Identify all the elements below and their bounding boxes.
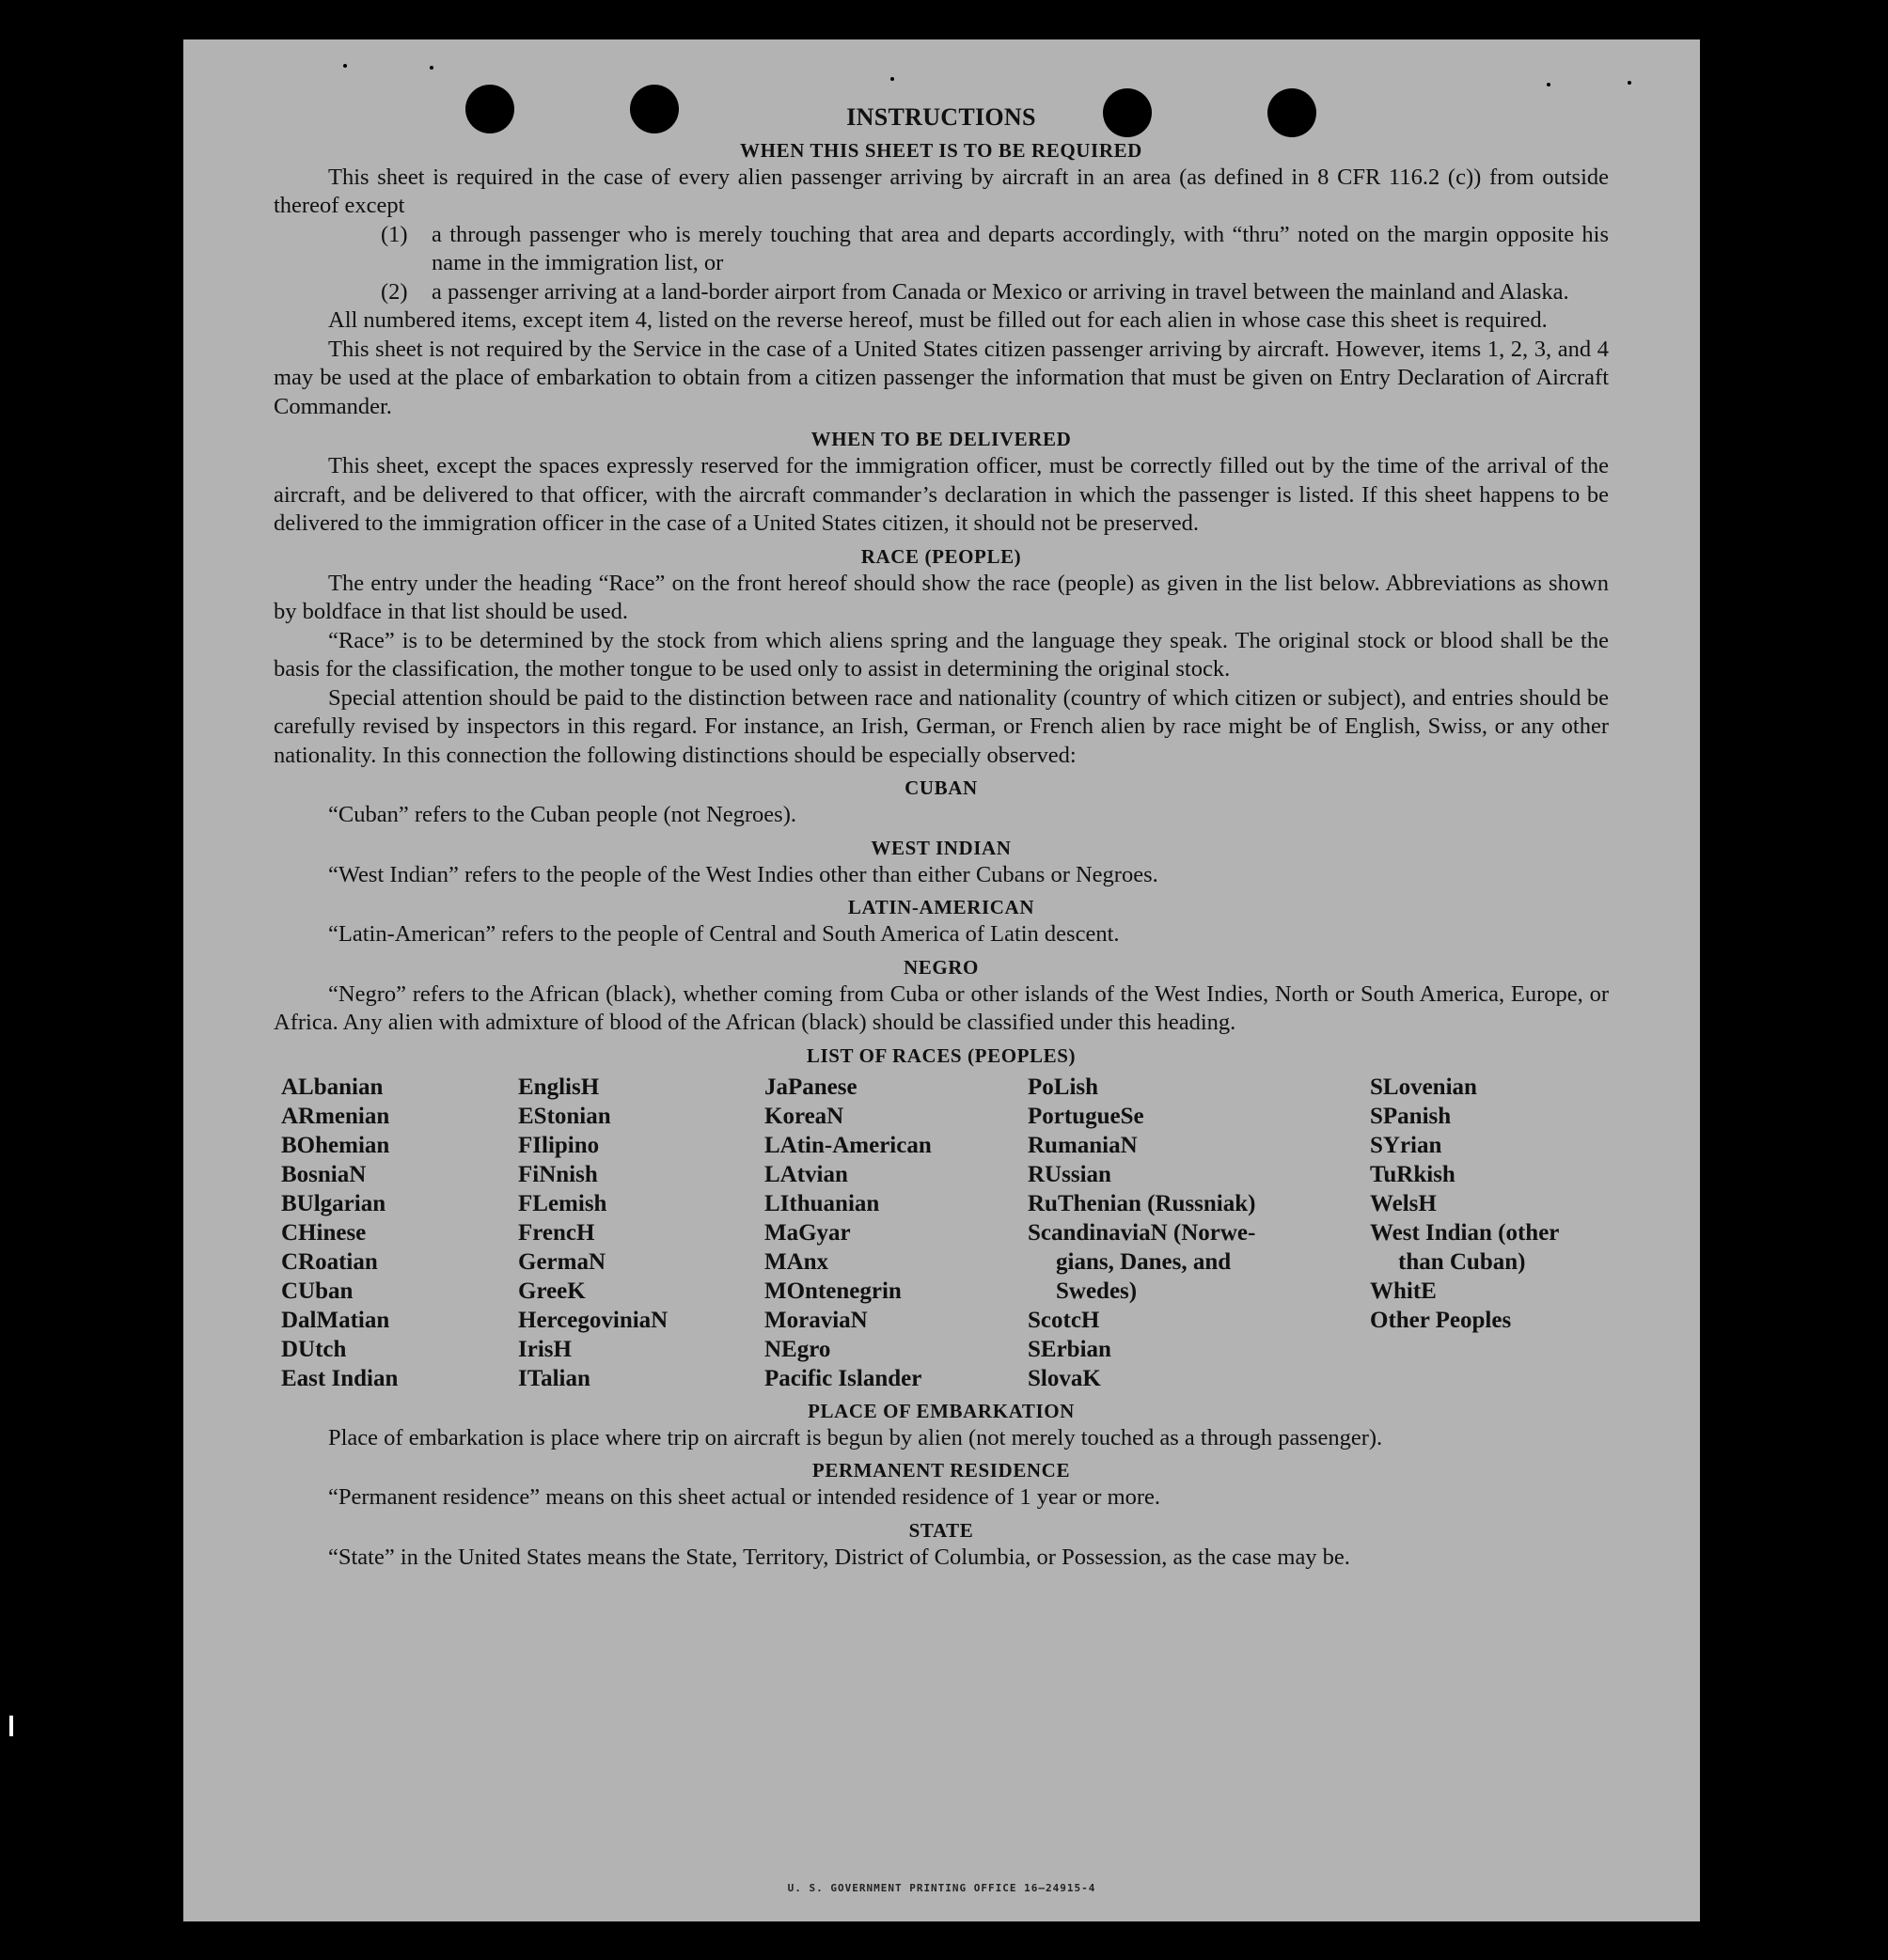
- race-entry: RuThenian (Russniak): [1028, 1190, 1256, 1216]
- race-entry: NEgro: [764, 1336, 831, 1362]
- race-entry: EStonian: [518, 1103, 611, 1129]
- race-entry: FrencH: [518, 1219, 595, 1246]
- race-entry: FIlipino: [518, 1132, 600, 1158]
- race-entry: MOntenegrin: [764, 1278, 902, 1304]
- race-entry: SErbian: [1028, 1336, 1111, 1362]
- race-entry: PoLish: [1028, 1074, 1099, 1100]
- speck: [343, 64, 347, 68]
- race-entry: IrisH: [518, 1336, 572, 1362]
- paragraph: Special attention should be paid to the distinction between race and nationality (country of which citizen or subject), and entries should be carefully revised by inspectors in this regard. For instance, an Irish, German, or French alien by race might be of English, Swiss, or any other nationality. In this connection the following distinctions should be especially observed:: [274, 684, 1609, 768]
- race-entry: BUlgarian: [281, 1190, 386, 1216]
- heading-when-required: WHEN THIS SHEET IS TO BE REQUIRED: [740, 138, 1142, 162]
- race-entry: FLemish: [518, 1190, 607, 1216]
- race-entry: BOhemian: [281, 1132, 390, 1158]
- race-entry: SYrian: [1370, 1132, 1442, 1158]
- race-entry: CRoatian: [281, 1248, 378, 1275]
- paragraph: “Race” is to be determined by the stock from which aliens spring and the language they speak. The original stock or blood shall be the basis for the classification, the mother tongue to be used only to assist in determining the original stock.: [274, 627, 1609, 682]
- speck: [430, 66, 433, 70]
- race-entry: ARmenian: [281, 1103, 390, 1129]
- race-entry: East Indian: [281, 1365, 399, 1391]
- paragraph: Place of embarkation is place where trip on aircraft is begun by alien (not merely touched as a through passenger).: [328, 1424, 1383, 1450]
- item-number: (2): [381, 278, 408, 305]
- heading-state: STATE: [908, 1518, 974, 1542]
- race-entry: LAtvian: [764, 1161, 848, 1187]
- paragraph: “Permanent residence” means on this sheet actual or intended residence of 1 year or more.: [328, 1484, 1161, 1510]
- race-column: [1370, 1073, 1616, 1393]
- paragraph: “Cuban” refers to the Cuban people (not Negroes).: [328, 802, 796, 827]
- race-entry: Pacific Islander: [764, 1365, 922, 1391]
- race-entry-continuation: Swedes): [1056, 1278, 1138, 1304]
- paragraph: This sheet, except the spaces expressly reserved for the immigration officer, must be correctly filled out by the time of the arrival of the aircraft, and be delivered to that officer, with the aircraft commander’s declaration in which the passenger is listed. If this sheet happens to be delivered to the immigration officer in the case of a United States citizen, it should not be preserved.: [274, 453, 1609, 536]
- printer-imprint: U. S. GOVERNMENT PRINTING OFFICE 16—24915-4: [787, 1882, 1096, 1894]
- race-entry: LAtin-American: [764, 1132, 932, 1158]
- race-entry: ScandinaviaN (Norwe-: [1028, 1219, 1256, 1246]
- race-entry: LIthuanian: [764, 1190, 880, 1216]
- paragraph: The entry under the heading “Race” on the front hereof should show the race (people) as given in the list below. Abbreviations as shown by boldface in that list should be used.: [274, 570, 1609, 624]
- paragraph: “State” in the United States means the State, Territory, District of Columbia, or Possession, as the case may be.: [328, 1544, 1350, 1570]
- race-column: [764, 1073, 1028, 1393]
- item-number: (1): [381, 221, 408, 247]
- race-entry: GermaN: [518, 1248, 606, 1275]
- race-entry: MAnx: [764, 1248, 829, 1275]
- instructions-content: [274, 103, 1609, 1572]
- race-entry: GreeK: [518, 1278, 586, 1304]
- page-title: INSTRUCTIONS: [846, 103, 1036, 131]
- race-entry: West Indian (other: [1370, 1219, 1560, 1246]
- heading-latin-american: LATIN-AMERICAN: [847, 896, 1035, 918]
- race-entry: WhitE: [1370, 1278, 1437, 1304]
- heading-west-indian: WEST INDIAN: [871, 836, 1012, 859]
- paragraph: “West Indian” refers to the people of the West Indies other than either Cubans or Negroes.: [328, 861, 1158, 887]
- paragraph: This sheet is required in the case of every alien passenger arriving by aircraft in an area (as defined in 8 CFR 116.2 (c)) from outside thereof except: [274, 164, 1609, 218]
- race-entry: WelsH: [1370, 1190, 1437, 1216]
- speck: [1547, 83, 1550, 86]
- heading-negro: NEGRO: [903, 955, 979, 979]
- race-entry: ALbanian: [281, 1074, 384, 1100]
- race-entry: PortugueSe: [1028, 1103, 1144, 1129]
- race-entry: RUssian: [1028, 1161, 1111, 1187]
- list-item: [274, 221, 1609, 278]
- heading-embarkation: PLACE OF EMBARKATION: [808, 1399, 1075, 1422]
- race-entry: ScotcH: [1028, 1307, 1100, 1333]
- paragraph: All numbered items, except item 4, listed on the reverse hereof, must be filled out for each alien in whose case this sheet is required.: [328, 307, 1548, 333]
- race-entry: SPanish: [1370, 1103, 1452, 1129]
- speck: [890, 77, 894, 81]
- list-item: [274, 278, 1609, 307]
- heading-list-of-races: LIST OF RACES (PEOPLES): [806, 1043, 1077, 1067]
- heading-race: RACE (PEOPLE): [860, 544, 1022, 568]
- item-text: a passenger arriving at a land-border airport from Canada or Mexico or arriving in travel between the mainland and Alaska.: [432, 278, 1569, 305]
- paragraph: “Latin-American” refers to the people of Central and South America of Latin descent.: [328, 921, 1120, 947]
- heading-cuban: CUBAN: [905, 776, 978, 799]
- race-entry: FiNnish: [518, 1161, 598, 1187]
- speck: [1628, 81, 1631, 85]
- race-column: [518, 1073, 764, 1393]
- race-entry: KoreaN: [764, 1103, 844, 1129]
- race-entry: CUban: [281, 1278, 354, 1304]
- paragraph: “Negro” refers to the African (black), whether coming from Cuba or other islands of the West Indies, North or South America, Europe, or Africa. Any alien with admixture of blood of the African (black) should be classified under this heading.: [274, 980, 1609, 1035]
- race-entry: MoraviaN: [764, 1307, 868, 1333]
- race-column: [281, 1073, 518, 1393]
- race-column: [1028, 1073, 1370, 1393]
- race-entry: ITalian: [518, 1365, 590, 1391]
- race-entry: SlovaK: [1028, 1365, 1101, 1391]
- race-entry: BosniaN: [281, 1161, 367, 1187]
- heading-residence: PERMANENT RESIDENCE: [811, 1459, 1071, 1482]
- race-entry-continuation: than Cuban): [1398, 1248, 1526, 1275]
- document-sheet: [183, 39, 1700, 1921]
- scan-artifact: [9, 1716, 13, 1736]
- race-entry: DUtch: [281, 1336, 347, 1362]
- race-entry: Other Peoples: [1370, 1307, 1512, 1333]
- race-entry: SLovenian: [1370, 1074, 1477, 1100]
- race-entry: RumaniaN: [1028, 1132, 1138, 1158]
- race-entry: TuRkish: [1370, 1161, 1455, 1187]
- races-list: [281, 1073, 1609, 1393]
- item-text: a through passenger who is merely touching that area and departs accordingly, with “thru” noted on the margin opposite his name in the immigration list, or: [432, 221, 1609, 275]
- race-entry: DalMatian: [281, 1307, 390, 1333]
- race-entry: HercegoviniaN: [518, 1307, 669, 1333]
- heading-when-delivered: WHEN TO BE DELIVERED: [810, 428, 1072, 450]
- race-entry: JaPanese: [764, 1074, 857, 1100]
- paragraph: This sheet is not required by the Service in the case of a United States citizen passenger arriving by aircraft. However, items 1, 2, 3, and 4 may be used at the place of embarkation to obtain from a citizen passenger the information that must be given on Entry Declaration of Aircraft Commander.: [274, 336, 1609, 419]
- race-entry-continuation: gians, Danes, and: [1056, 1248, 1232, 1275]
- race-entry: MaGyar: [764, 1219, 851, 1246]
- race-entry: EnglisH: [518, 1074, 600, 1100]
- race-entry: CHinese: [281, 1219, 367, 1246]
